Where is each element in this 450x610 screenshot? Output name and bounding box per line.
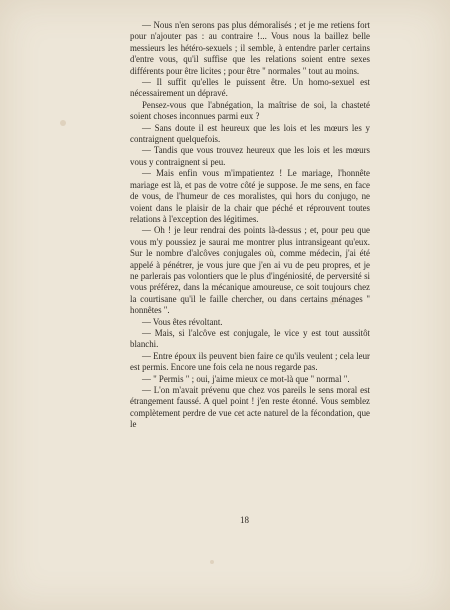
paragraph: Pensez-vous que l'abnégation, la maîtrise de soi, la chasteté soient choses inconnues parmi eux ? — [130, 99, 370, 122]
paragraph: — L'on m'avait prévenu que chez vos pareils le sens moral est étrangement faussé. A quel point ! j'en reste étonné. Vous semblez complètement perdre de vue cet acte naturel de la fécondation, que le — [130, 385, 370, 430]
paragraph: — Tandis que vous trouvez heureux que les lois et les mœurs vous y contraignent si peu. — [130, 145, 370, 167]
paragraph: — Sans doute il est heureux que les lois et les mœurs les y contraignent quelquefois. — [130, 122, 370, 145]
paragraph: — Mais enfin vous m'impatientez ! Le mariage, l'honnête mariage est là, et pas de votre côté je suppose. Je me sens, en face de vous, de l'humeur de ces moralistes, qui hors du conjugo, ne voient dans le plaisir de la chair que péché et réprouvent toutes relations à l'exception des légitimes. — [130, 168, 370, 224]
body-text — [130, 20, 370, 431]
paragraph: — " Permis " ; oui, j'aime mieux ce mot-là que " normal ". — [142, 373, 350, 384]
paragraph: — Mais, si l'alcôve est conjugale, le vice y est tout aussitôt blanchi. — [130, 327, 370, 350]
paragraph: — Vous êtes révoltant. — [142, 316, 223, 327]
paragraph: — Nous n'en serons pas plus démoralisés ; et je me retiens fort pour n'ajouter pas : au contraire !... Vous nous la baillez belle messieurs les hétéro-sexuels ; il semble, à entendre parler certains d'entre vous, qu'il suffise que les relations soient entre sexes différents pour être licites ; pour être " normales " tout au moins. — [130, 20, 370, 76]
paper-stain — [210, 560, 214, 564]
paragraph: — Oh ! je leur rendrai des points là-dessus ; et, pour peu que vous m'y poussiez je saurai me montrer plus intransigeant qu'eux. Sur le nombre d'alcôves conjugales où, comme médecin, j'ai été appelé à pénétrer, je vous jure que j'en ai vu de peu propres, et je ne parlerais pas volontiers que le plus d'ingéniosité, de perversité si vous préférez, dans la mécanique amoureuse, ce soit toujours chez la courtisane qu'il le faille chercher, ou dans certains ménages " honnêtes ". — [130, 225, 370, 316]
paragraph: — Il suffit qu'elles le puissent être. Un homo-sexuel est nécessairement un dépravé. — [130, 77, 370, 99]
paper-stain — [60, 120, 66, 126]
page-number: 18 — [240, 515, 249, 525]
paragraph: — Entre époux ils peuvent bien faire ce qu'ils veulent ; cela leur est permis. Encore une fois cela ne nous regarde pas. — [130, 350, 370, 373]
